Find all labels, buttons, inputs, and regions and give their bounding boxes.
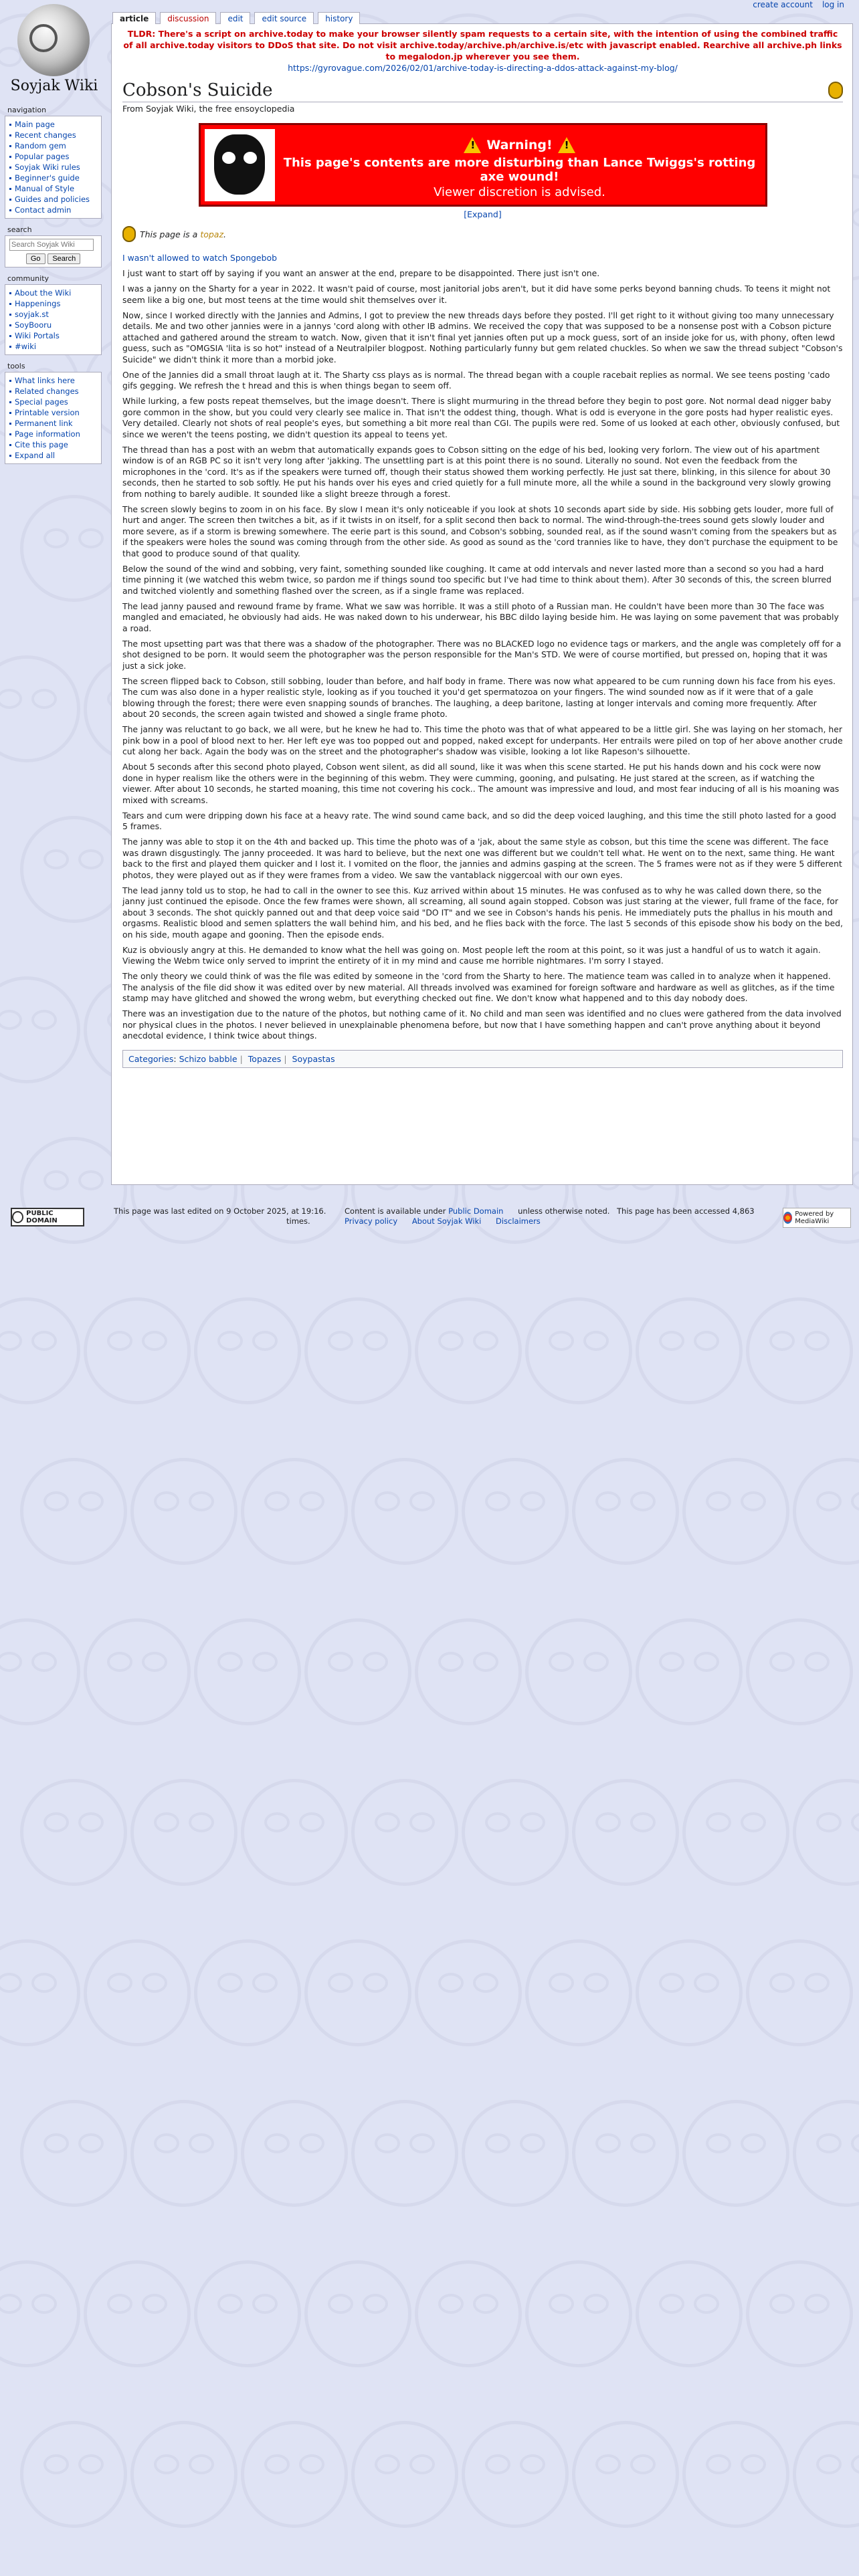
sidebar-item-soyjak-st[interactable]: soyjak.st	[9, 309, 97, 320]
mediawiki-icon	[783, 1212, 792, 1224]
footer-license-prefix: Content is available under	[345, 1206, 446, 1216]
background-soyjak-icon	[0, 976, 80, 1083]
sidebar-item-recent-changes[interactable]: Recent changes	[9, 130, 97, 140]
personal-tools	[753, 0, 844, 9]
paragraph: One of the Jannies did a small throat laugh at it. The Sharty css plays as is normal. The thread began with a couple racebait replies as normal. We see teens posting 'cado gifs gegging. We refresh the t hread and this is when things began to seem off.	[122, 369, 830, 391]
background-soyjak-icon	[0, 1939, 80, 2046]
background-soyjak-icon	[304, 1297, 411, 1404]
background-soyjak-icon	[241, 1779, 348, 1886]
background-soyjak-icon	[84, 1297, 191, 1404]
background-soyjak-icon	[130, 1458, 237, 1565]
footer-license-suffix: unless otherwise noted.	[518, 1206, 610, 1216]
topaz-icon[interactable]	[828, 82, 843, 99]
tab-edit-source[interactable]: edit source	[254, 12, 314, 24]
background-soyjak-icon	[351, 1458, 458, 1565]
background-soyjak-icon	[746, 1297, 853, 1404]
background-soyjak-icon	[682, 1458, 789, 1565]
sidebar-item-wiki-channel[interactable]: #wiki	[9, 341, 97, 352]
footer-disclaimers-link[interactable]: Disclaimers	[496, 1216, 541, 1226]
powered-text: Powered by MediaWiki	[795, 1210, 834, 1225]
footer-license-link[interactable]: Public Domain	[448, 1206, 504, 1216]
expand-link[interactable]: [Expand]	[464, 209, 502, 219]
background-soyjak-icon	[415, 1939, 522, 2046]
background-soyjak-icon	[0, 1297, 80, 1404]
footer	[0, 1197, 859, 1237]
sidebar-item-expand-all[interactable]: Expand all	[9, 450, 97, 461]
content-area	[111, 23, 853, 1185]
portlet-search	[5, 225, 102, 267]
badge-text: PUBLIC DOMAIN	[26, 1210, 58, 1224]
sidebar-item-permanent-link[interactable]: Permanent link	[9, 418, 97, 429]
hatnote-suffix: .	[223, 229, 227, 239]
search-button[interactable]: Search	[47, 253, 80, 264]
hatnote-prefix: This page is a	[140, 229, 198, 239]
background-soyjak-icon	[241, 2100, 348, 2207]
footer-privacy-link[interactable]: Privacy policy	[345, 1216, 398, 1226]
background-soyjak-icon	[525, 1939, 632, 2046]
background-soyjak-icon	[746, 2260, 853, 2367]
background-soyjak-icon	[0, 1618, 80, 1725]
sidebar-item-random-gem[interactable]: Random gem	[9, 140, 97, 151]
background-soyjak-icon	[572, 2421, 679, 2528]
paragraph: The only theory we could think of was the file was edited by someone in the 'cord from the Sharty to here. The matience team was called in to analyze when it happened. The analysis of the file did show it was edited over by new material. All threads involved was examined for foreign software and hardware as well as glitches, as if the time stamp may have glitched and showed the wrong webm, but everything checked out fine. We don't know what happened and to this day nobody does.	[122, 971, 835, 1003]
public-domain-icon	[12, 1211, 23, 1223]
tab-discussion[interactable]: discussion	[160, 12, 216, 24]
background-soyjak-icon	[746, 1939, 853, 2046]
background-soyjak-icon	[462, 1458, 569, 1565]
warning-triangle-icon	[464, 137, 481, 153]
article-first-line[interactable]: I wasn't allowed to watch Spongebob	[122, 253, 277, 263]
category-link[interactable]: Topazes	[248, 1053, 282, 1064]
site-subtitle: From Soyjak Wiki, the free ensoyclopedia	[122, 104, 295, 114]
sidebar-item-manual-of-style[interactable]: Manual of Style	[9, 183, 97, 194]
sidebar-item-about[interactable]: About the Wiki	[9, 288, 97, 298]
paragraph: The lead janny paused and rewound frame by frame. What we saw was horrible. It was a still photo of a Russian man. He couldn't have been more than 30 The face was mangled and emaciated, he obviously had aids. He was naked down to his underwear, his BBC dildo laying beside him. He was laying on some pavement that was probably a road.	[122, 601, 839, 633]
category-link[interactable]: Schizo babble	[179, 1053, 237, 1064]
portlet-navigation	[5, 106, 102, 219]
paragraph: About 5 seconds after this second photo played, Cobson went silent, as did all sound, like it was when this scene started. He put his hands down and his cock were now done in hyper realism like the others were in the beginning of this webm. They were cumming, gooning, and pulsating. He just stared at the screen, as if watching the viewer. After about 10 seconds, he started moaning, this time not covering his cock.. The amount was impressive and loud, and most fear inducing of all is his moaning was mixed with screams.	[122, 762, 840, 805]
page-title: Cobson's Suicide	[122, 80, 273, 100]
footer-about-link[interactable]: About Soyjak Wiki	[411, 1216, 482, 1226]
background-soyjak-icon	[572, 1458, 679, 1565]
background-soyjak-icon	[84, 1939, 191, 2046]
warning-line-1: This page's contents are more disturbing than Lance Twiggs's rotting axe wound!	[283, 156, 756, 184]
background-soyjak-icon	[20, 2421, 127, 2528]
paragraph: The janny was reluctant to go back, we all were, but he knew he had to. This time the photo was that of what appeared to be a little girl. She was laying on her stomach, her pink bow in a pool of blood next to her. Her left eye was too popped out and popped, naked except for underpants. Her entrails were piled on top of her above another crude cut along her back. Again the body was on the street and the photographer's shadow was visible, looking a lot like Rapeson's silhouette.	[122, 724, 843, 756]
sidebar-item-page-information[interactable]: Page information	[9, 429, 97, 439]
site-notice	[122, 28, 843, 74]
paragraph: I just want to start off by saying if you want an answer at the end, prepare to be disappointed. There just isn't one.	[122, 268, 600, 278]
tab-edit[interactable]: edit	[220, 12, 250, 24]
warning-line-2: Viewer discretion is advised.	[434, 185, 605, 199]
background-soyjak-icon	[636, 1939, 743, 2046]
background-soyjak-icon	[462, 1779, 569, 1886]
screaming-soyjak-icon	[214, 134, 265, 195]
paragraph: While lurking, a few posts repeat themselves, but the image doesn't. There is slight murmuring in the thread before they begin to post gore. Not normal dead nigger baby gore common in the show, but you could very clearly see malice in. That isn't the oddest thing, though. What is odd is everyone in the gore posts had hyper realistic eyes. Very detailed. Clearly not shots of real people's eyes, but something a bit more real than CGI. The pupils were red. Some of us looked at each other, obviously confused, but since we weren't the teens posting, we didn't question its appeal to teens yet.	[122, 396, 840, 439]
sidebar-item-rules[interactable]: Soyjak Wiki rules	[9, 162, 97, 173]
footer-lastmod: This page was last edited on 9 October 2025, at 19:16.	[114, 1206, 326, 1216]
paragraph: The janny was able to stop it on the 4th and backed up. This time the photo was of a 'jak, about the same style as cobson, but this time the scene was different. The face was drawn disgustingly. The janny proceeded. It was hard to believe, but the next one was different but we couldn't tell what. He went on to the next, same thing. He want back to the first and played them quicker and I lost it. I vomited on the floor, the jannies and admins gasping at the screen. The 5 frames were not as if they were 5 different photos, they were played out as if they were frames from a video. We saw the vantablack niggercoal with our own eyes.	[122, 837, 842, 880]
login-link[interactable]: log in	[822, 0, 844, 9]
sidebar-item-cite-this-page[interactable]: Cite this page	[9, 439, 97, 450]
portlet-title: search	[7, 225, 32, 234]
site-wordmark: Soyjak Wiki	[10, 78, 98, 94]
sidebar-item-wiki-portals[interactable]: Wiki Portals	[9, 330, 97, 341]
sidebar-item-contact-admin[interactable]: Contact admin	[9, 205, 97, 215]
paragraph: Kuz is obviously angry at this. He demanded to know what the hell was going on. Most people left the room at this point, so it was just a handful of us to watch it again. Viewing the Webm twice only served to imprint the entirety of it in my mind and cause me horrible nightmares. I'm sorry I stayed.	[122, 944, 821, 966]
sidebar-item-what-links-here[interactable]: What links here	[9, 375, 97, 386]
background-soyjak-icon	[304, 2260, 411, 2367]
warning-heading: Warning!	[486, 138, 553, 152]
background-soyjak-icon	[572, 2100, 679, 2207]
background-soyjak-icon	[415, 1297, 522, 1404]
background-soyjak-icon	[194, 2260, 301, 2367]
tab-article[interactable]: article	[112, 12, 156, 24]
background-soyjak-icon	[572, 1779, 679, 1886]
site-logo[interactable]	[4, 1, 103, 100]
background-soyjak-icon	[415, 2260, 522, 2367]
hatnote-topaz-link[interactable]: topaz	[200, 229, 224, 239]
background-soyjak-icon	[20, 1779, 127, 1886]
warning-box	[199, 123, 767, 207]
background-soyjak-icon	[636, 2260, 743, 2367]
search-input[interactable]	[9, 239, 94, 251]
globe-logo-icon	[17, 4, 90, 76]
sidebar-item-popular-pages[interactable]: Popular pages	[9, 151, 97, 162]
background-soyjak-icon	[793, 1779, 859, 1886]
warning-image	[205, 129, 275, 201]
background-soyjak-icon	[793, 1458, 859, 1565]
go-button[interactable]: Go	[26, 253, 45, 264]
category-links: Categories: Schizo babble | Topazes | Soypastas	[122, 1050, 843, 1068]
tab-history[interactable]: history	[318, 12, 360, 24]
paragraph: The screen slowly begins to zoom in on his face. By slow I mean it's only noticeable if you look at shots 10 seconds apart side by side. His sobbing gets louder, more full of hurt and anger. The screen then twitches a bit, as if it twists in on itself, for a split second then back to normal. The wind-through-the-trees sound gets slowly louder and more severe, as if a storm is brewing somewhere. The eerie part is this sound, and Cobson's sobbing, sounded real, as if the sound wasn't coming from the speakers but as if the speakers were holes the sound was coming through from the other side. As good as sound as the 'cord trannies like to have, they don't purchase the equipment to be that good to produce sound of that quality.	[122, 504, 838, 558]
background-soyjak-icon	[84, 2260, 191, 2367]
sidebar-item-special-pages[interactable]: Special pages	[9, 397, 97, 407]
background-soyjak-icon	[194, 1618, 301, 1725]
background-soyjak-icon	[636, 1618, 743, 1725]
background-soyjak-icon	[20, 2100, 127, 2207]
background-soyjak-icon	[0, 2260, 80, 2367]
background-soyjak-icon	[793, 2421, 859, 2528]
background-soyjak-icon	[194, 1939, 301, 2046]
paragraph: Now, since I worked directly with the Jannies and Admins, I got to preview the new threads days before they posted. I'll get right to it without giving too many unnecessary details. Me and two other jannies were in a jannys 'cord along with other IB admins. We received the copy that was supposed to be a nonsense post with a Cobson picture attached and gathered around the stream to watch. Now, given that it isn't final yet jannies often put up a mock guess, sort of an inside joke for us, with phony, often lewd guess, such as "OMGSIA 'lita is so hot" instead of a Neutralpiler blogpost. Nothing particularly funny but gem related chuckles. So when we saw the thread subject "Cobson's Suicide" we didn't think it more than a morbid joke.	[122, 310, 843, 364]
paragraph: The screen flipped back to Cobson, still sobbing, louder than before, and half body in frame. There was now what appeared to be cum running down his face from his eyes. The cum was also done in a hyper realistic style, looking as if you touched it you'd get spermatozoa on your fingers. The wind sounded now as if it were that of a gale blowing through the forest; there were even snapping sounds of branches. The laughing, a deep baritone, lasting at longer intervals and coming more frequently. After about 20 seconds, the screen again twisted and showed a single frame photo.	[122, 675, 836, 719]
background-soyjak-icon	[351, 2100, 458, 2207]
footer-times: times.	[286, 1216, 310, 1226]
portlet-title: tools	[7, 362, 25, 370]
site-notice-link[interactable]: https://gyrovague.com/2026/02/01/archive-today-is-directing-a-ddos-attack-against-my-blog/	[288, 63, 678, 73]
background-soyjak-icon	[462, 2100, 569, 2207]
background-soyjak-icon	[304, 1939, 411, 2046]
sidebar-item-guides-policies[interactable]: Guides and policies	[9, 194, 97, 205]
background-soyjak-icon	[746, 1618, 853, 1725]
background-soyjak-icon	[636, 1297, 743, 1404]
topaz-icon	[122, 226, 136, 242]
background-soyjak-icon	[304, 1618, 411, 1725]
category-link[interactable]: Soypastas	[292, 1053, 335, 1064]
paragraph: There was an investigation due to the nature of the photos, but nothing came of it. No child and man seen was identified and no clues were gathered from the data involved nor physical clues in the photos. I never believed in unexplainable phenomena before, but now that I have something happen and can't prove anything about it beyond anecdotal evidence, I think twice about things.	[122, 1008, 842, 1041]
paragraph: I was a janny on the Sharty for a year in 2022. It wasn't paid of course, most janitorial jobs aren't, but it did have some perks beyond banning chuds. To teens it might not seem like a big one, but most teens at the time would shit themselves over it.	[122, 284, 831, 305]
powered-by-mediawiki-badge[interactable]	[783, 1208, 851, 1228]
page-tabs	[112, 12, 360, 24]
sidebar-item-beginners-guide[interactable]: Beginner's guide	[9, 173, 97, 183]
background-soyjak-icon	[682, 1779, 789, 1886]
background-soyjak-icon	[525, 1297, 632, 1404]
article-body	[122, 253, 843, 1042]
background-soyjak-icon	[682, 2100, 789, 2207]
paragraph: The thread than has a post with an webm that automatically expands goes to Cobson sitting on the edge of his bed, looking very forlorn. The view out of his apartment window is of an RGB PC so it isn't very long after 'jakking. The unsettling part is at this point there is no sound. Literally no sound. Not even the feedback from the microphones in the 'cord. It's as if the speakers were turned off, though their status showed them working perfectly. He just sat there, blinking, in this silence for about 30 seconds, then he started to sob softly. He put his hands over his eyes and cried quietly for a full minute more, all the while a sound in the background very slowly growing from nothing to barely audible. It sounded like a slight breeze through a forest.	[122, 444, 832, 499]
paragraph: The lead janny told us to stop, he had to call in the owner to see this. Kuz arrived within about 15 minutes. He was confused as to why he was called down there, so the janny just continued the episode. Once the few frames were shown, all screaming, all sound again stopped. Cobson was just staring at the viewer, full frame of the face, for about 3 seconds. The shot quickly panned out and that deep voice said "DO IT" and we see in Cobson's hands his penis. He immediately puts the phallus in his mouth and orgasms. Realistic blood and semen splatters the wall behind him, and his bed, and he flies back with the force. The last 5 seconds of this episode show his body on the bed, on his side, mouth agape and gooning. Then the episode ends.	[122, 885, 843, 940]
background-soyjak-icon	[130, 2100, 237, 2207]
paragraph: Tears and cum were dripping down his face at a heavy rate. The wind sound came back, and so did the deep voiced laughing, and this time the still photo lasted for a good 5 frames.	[122, 810, 836, 831]
background-soyjak-icon	[241, 1458, 348, 1565]
background-soyjak-icon	[194, 1297, 301, 1404]
create-account-link[interactable]: create account	[753, 0, 813, 9]
background-soyjak-icon	[525, 2260, 632, 2367]
portlet-tools	[5, 362, 102, 464]
background-soyjak-icon	[20, 1458, 127, 1565]
portlet-title: community	[7, 274, 50, 283]
paragraph: Below the sound of the wind and sobbing, very faint, something sounded like coughing. It came at odd intervals and never lasted more than a second so you had a hard time pinning it (we watched this webm twice, so pardon me if things sound too specific but I've had time to think about them). After 30 seconds of this, the screen blurred and twitched violently and something flashed over the screen, as if a single frame was replaced.	[122, 563, 832, 596]
warning-triangle-icon	[558, 137, 575, 153]
background-soyjak-icon	[351, 2421, 458, 2528]
sidebar	[5, 106, 102, 471]
portlet-title: navigation	[7, 106, 47, 114]
topaz-hatnote	[122, 226, 843, 242]
background-soyjak-icon	[84, 1618, 191, 1725]
background-soyjak-icon	[241, 2421, 348, 2528]
footer-lastmod-block	[114, 1206, 328, 1226]
paragraph: The most upsetting part was that there was a shadow of the photographer. There was no BLACKED logo no evidence tags or markers, and the angle was completely off for a shot designed to be porn. It would seem the photographer was the person responsible for the Man's STD. We were of course mortified, but pressed on, hoping that it was just a sick joke.	[122, 638, 842, 671]
footer-accessed: This page has been accessed 4,863	[617, 1206, 755, 1216]
sidebar-item-related-changes[interactable]: Related changes	[9, 386, 97, 397]
background-soyjak-icon	[130, 2421, 237, 2528]
background-soyjak-icon	[415, 1618, 522, 1725]
sidebar-item-soybooru[interactable]: SoyBooru	[9, 320, 97, 330]
page-title-row	[122, 80, 843, 102]
portlet-community	[5, 274, 102, 355]
background-soyjak-icon	[130, 1779, 237, 1886]
background-soyjak-icon	[0, 655, 80, 762]
sidebar-item-main-page[interactable]: Main page	[9, 119, 97, 130]
warning-heading-row	[274, 137, 765, 153]
sidebar-item-printable-version[interactable]: Printable version	[9, 407, 97, 418]
categories-label[interactable]: Categories	[128, 1053, 174, 1064]
background-soyjak-icon	[682, 2421, 789, 2528]
background-soyjak-icon	[351, 1779, 458, 1886]
site-notice-text: TLDR: There's a script on archive.today to make your browser silently spam requests to a certain site, with the intention of using the combined traffic of all archive.today visitors to DDoS that site. Do not visit archive.today/archive.ph/archive.is/etc with javascript enabled. Rearchive all archive.ph links to megalodon.jp wherever you see them.	[123, 29, 842, 62]
sidebar-item-happenings[interactable]: Happenings	[9, 298, 97, 309]
public-domain-badge[interactable]	[11, 1208, 84, 1226]
background-soyjak-icon	[462, 2421, 569, 2528]
background-soyjak-icon	[525, 1618, 632, 1725]
background-soyjak-icon	[793, 2100, 859, 2207]
footer-license-block	[345, 1206, 612, 1226]
